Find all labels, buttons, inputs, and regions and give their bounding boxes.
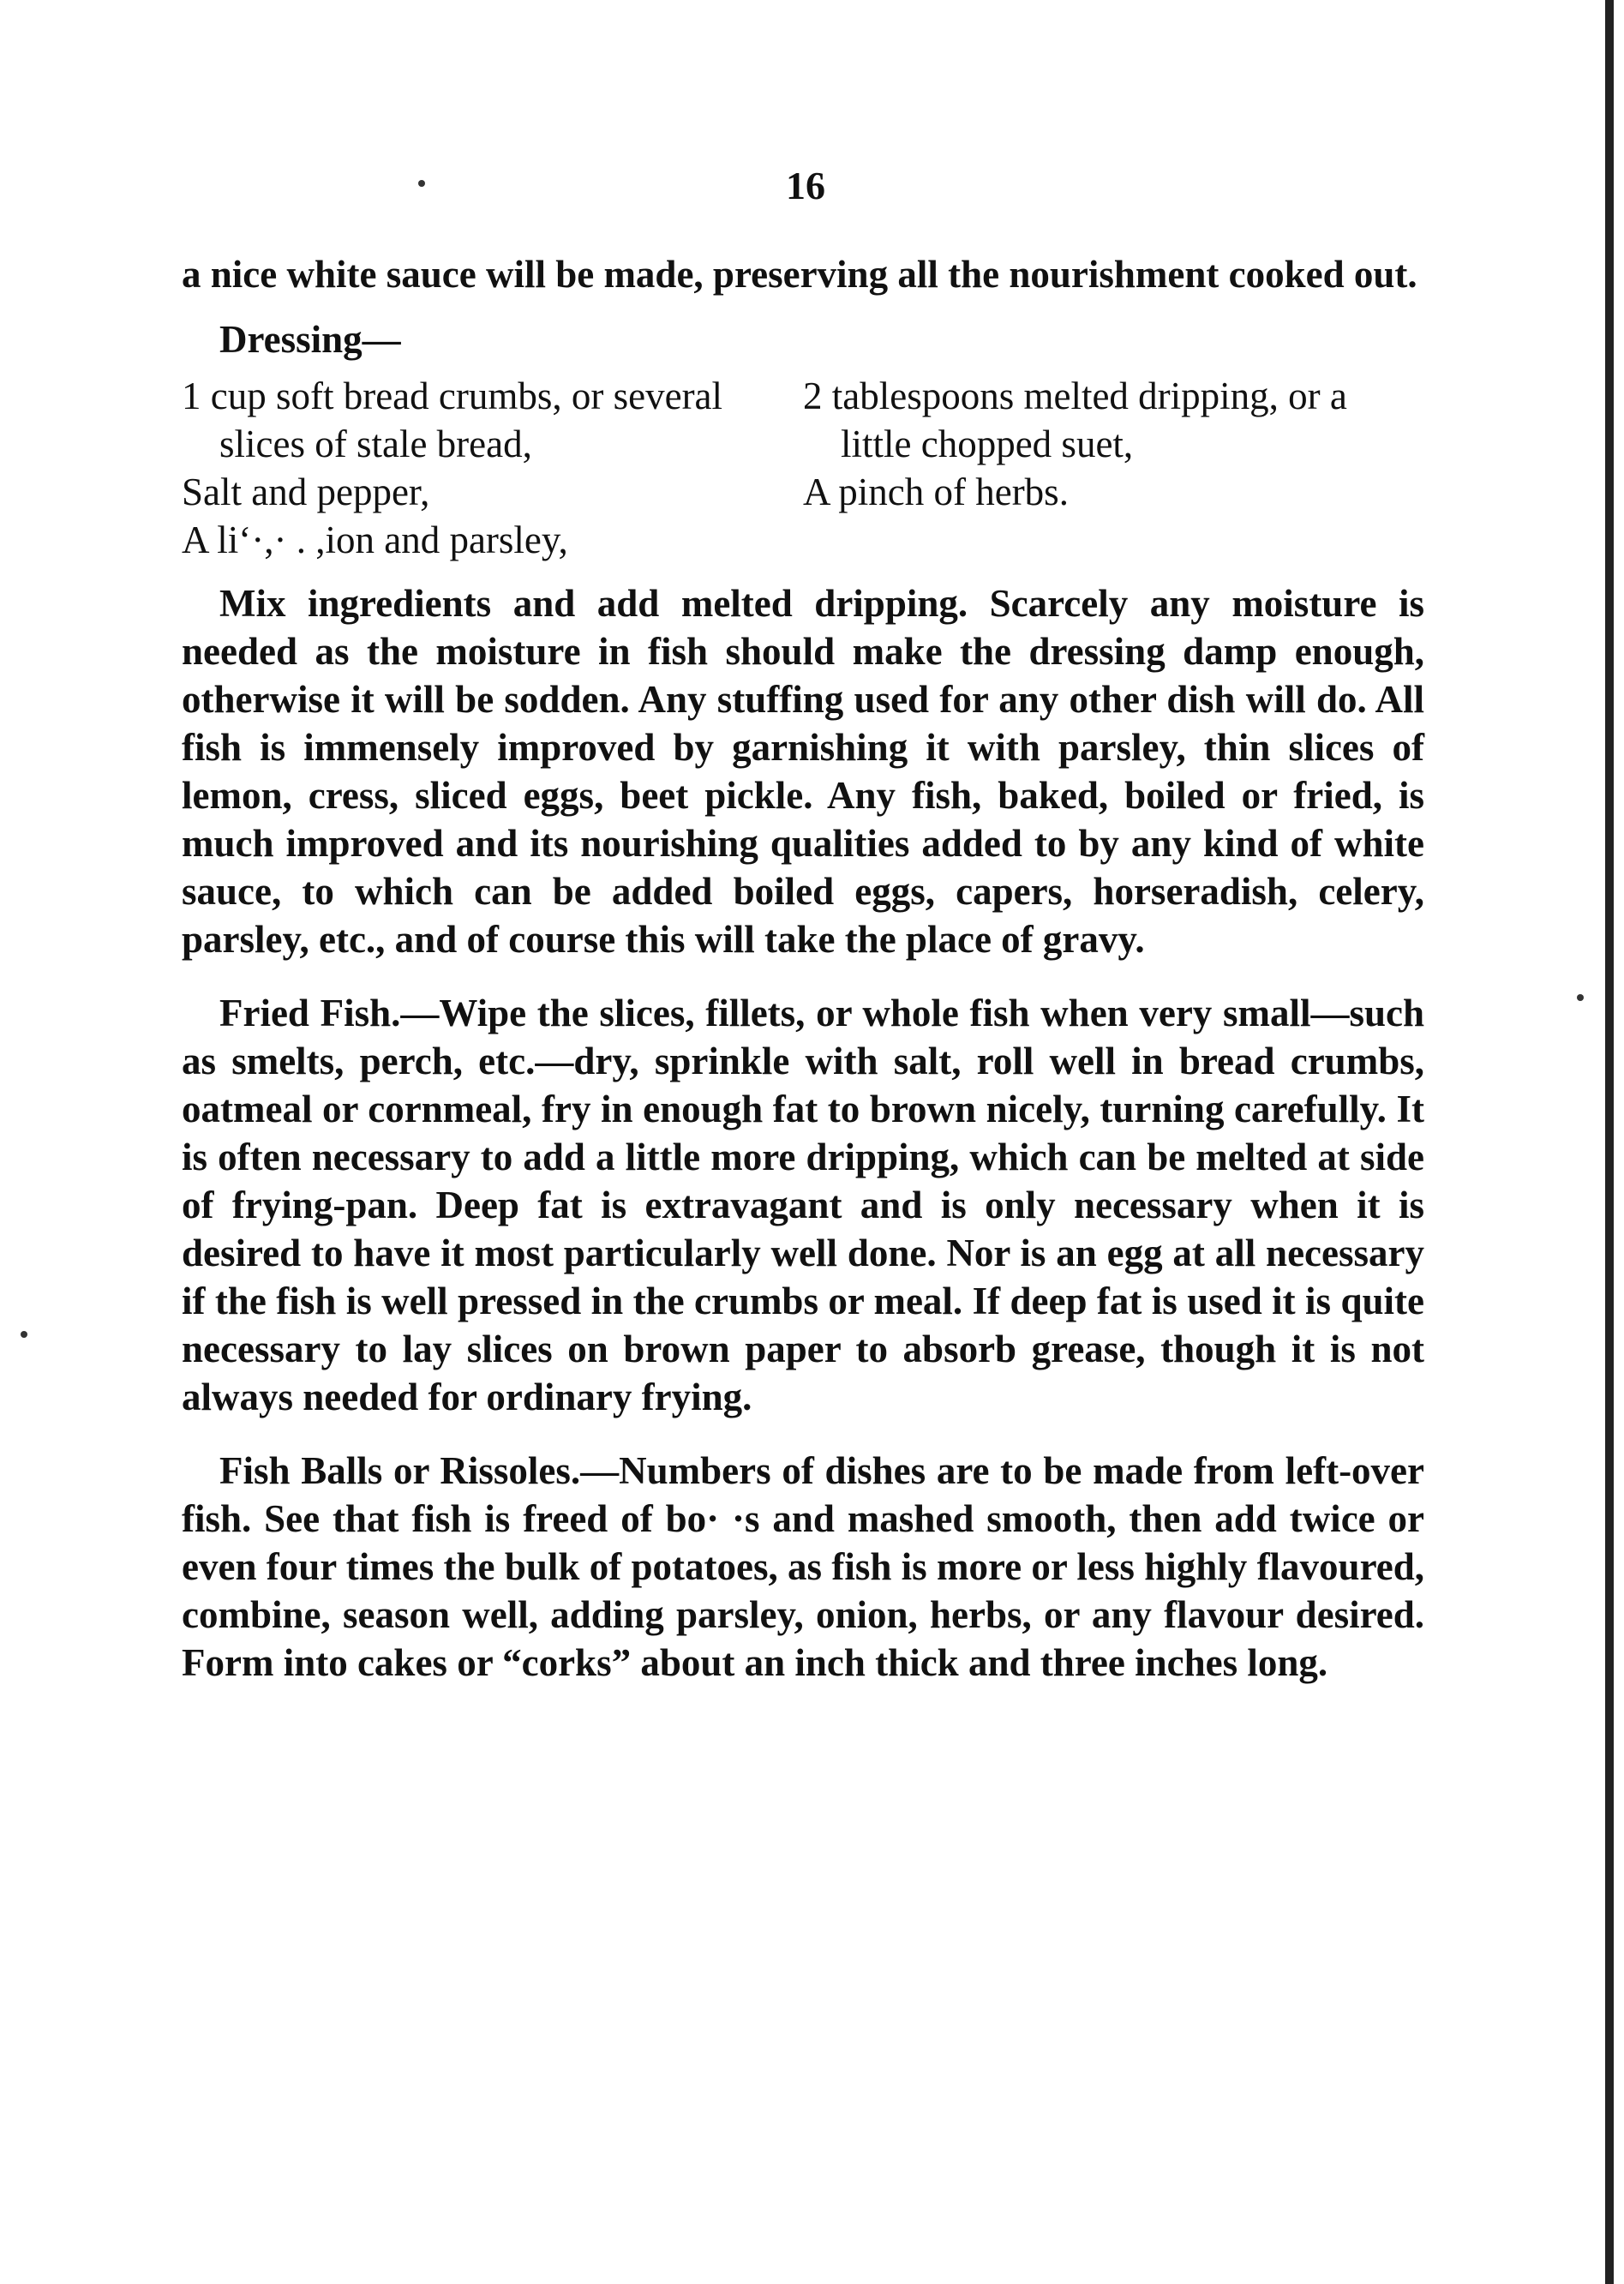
print-speck xyxy=(1577,994,1584,1001)
fried-fish-title: Fried Fish. xyxy=(219,992,401,1034)
section-gap xyxy=(182,1421,1424,1447)
page-number: 16 xyxy=(786,164,825,207)
dressing-ingredients xyxy=(182,372,1424,564)
page-body xyxy=(182,250,1424,1687)
ingredient-item: Salt and pepper, xyxy=(182,471,430,513)
ingredient-item: 2 tablespoons melted dripping, or a little chopped suet, xyxy=(803,375,1347,465)
dressing-heading: Dressing— xyxy=(219,318,401,361)
print-speck xyxy=(21,1331,27,1338)
dressing-paragraph: Mix ingredients and add melted dripping. Scarcely any moisture is needed as the moisture in fish should make the dressing damp enough, otherwise it will be sodden. Any stuffing used for any other dish will do. All fish is immensely improved by garnishing it with parsley, thin slices of lemon, cress, sliced eggs, beet pickle. Any fish, baked, boiled or fried, is much improved and its nourishing qualities added to by any kind of white sauce, to which can be added boiled eggs, capers, horseradish, celery, parsley, etc., and of course this will take the place of gravy. xyxy=(182,582,1424,961)
ingredient-item: A pinch of herbs. xyxy=(803,471,1069,513)
ingredients-right-column xyxy=(803,372,1424,564)
fish-balls-text: —Numbers of dishes are to be made from left-over fish. See that fish is freed of bo· ·s and mashed smooth, then add twice or even four times the bulk of potatoes, as fish is more or less highly flavoured, combine, season well, adding parsley, onion, herbs, or any flavour desired. Form into cakes or “corks” about an inch thick and three inches long. xyxy=(182,1449,1425,1684)
intro-paragraph: a nice white sauce will be made, preserving all the nourishment cooked out. xyxy=(182,253,1417,296)
fish-balls-paragraph xyxy=(182,1447,1424,1687)
ingredient-item: A li‘·,· . ,ion and parsley, xyxy=(182,519,568,561)
fish-balls-title: Fish Balls or Rissoles. xyxy=(219,1449,581,1492)
fried-fish-paragraph xyxy=(182,989,1424,1421)
fried-fish-text: —Wipe the slices, fillets, or whole fish when very small—such as smelts, perch, etc.—dry, sprinkle with salt, roll well in bread crumbs, oatmeal or cornmeal, fry in enough fat to brown nicely, turning carefully. It is often necessary to add a little more dripping, which can be melted at side of frying-pan. Deep fat is extravagant and is only necessary when it is desired to have it most particularly well done. Nor is an egg at all necessary if the fish is well pressed in the crumbs or meal. If deep fat is used it is quite necessary to lay slices on brown paper to absorb grease, though it is not always needed for ordinary frying. xyxy=(182,992,1424,1418)
ingredients-left-column xyxy=(182,372,803,564)
section-gap xyxy=(182,963,1424,989)
page-edge-border xyxy=(1605,0,1614,2284)
ingredient-item: 1 cup soft bread crumbs, or several slices of stale bread, xyxy=(182,375,723,465)
